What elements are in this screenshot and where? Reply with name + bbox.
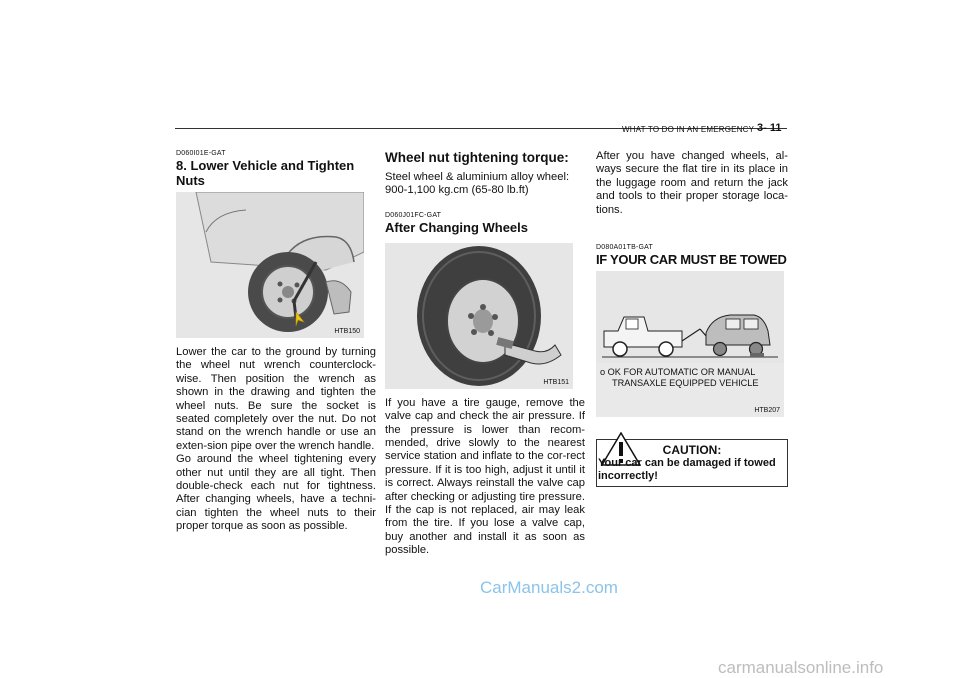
figure-code: HTB207	[754, 407, 780, 415]
figure-code: HTB150	[334, 328, 360, 335]
figure-caption	[600, 367, 759, 389]
section-code: D060J01FC-GAT	[385, 211, 442, 219]
body-text: If you have a tire gauge, remove the valve cap and check the air pressure. If the pressure is lower than recom-mended, drive slowly to the nearest service station and inflate to the cor-rect pressure. If it is too high, adjust it until it is correct. Always reinstall the valve cap after checking or adjusting tire pressure. If the cap is not replaced, air may leak from the tire. If you lose a valve cap, buy another and install it as soon as possible.	[385, 396, 585, 557]
section-heading: 8. Lower Vehicle and Tighten Nuts	[176, 158, 355, 188]
column-after-changing	[385, 150, 585, 558]
section-code: D060I01E-GAT	[176, 150, 226, 157]
figure-tire-gauge	[385, 243, 573, 389]
caution-title: CAUTION:	[662, 443, 722, 458]
section-code: D080A01TB-GAT	[596, 244, 653, 252]
column-lower-vehicle	[176, 150, 376, 534]
caution-body: Your car can be damaged if towed incorrectly!	[598, 457, 776, 483]
body-text-2: Go around the wheel tightening every other nut until they are all tight. Then double-check each nut for tightness. After changing wheels, have a techni-cian tighten the wheel nuts to their proper torque as soon as possible.	[176, 453, 376, 533]
intro-text: After you have changed wheels, al-ways secure the flat tire in its place in the luggage room and return the jack and tools to their proper storage loca-tions.	[596, 150, 788, 216]
page-number: 3- 11	[757, 122, 782, 134]
caution-box	[596, 439, 788, 487]
section-heading: After Changing Wheels	[385, 219, 529, 235]
figure-wheel-wrench	[176, 192, 364, 338]
body-text: Lower the car to the ground by turning the wheel nut wrench counterclock-wise. Then position the wrench as shown in the drawing and tighten the wheel nuts. Be sure the socket is seated completely over the nut. Do not stand on the wrench handle or use an exten-sion pipe over the wrench handle.	[176, 346, 376, 452]
torque-body: Steel wheel & aluminium alloy wheel: 900-1,100 kg.cm (65-80 lb.ft)	[385, 171, 570, 197]
figure-towing	[596, 271, 784, 417]
column-towing	[596, 150, 788, 487]
figure-caption-line-1: o OK FOR AUTOMATIC OR MANUAL	[600, 367, 756, 378]
tow-truck-illustration	[596, 271, 784, 363]
watermark-left: CarManuals2.com	[480, 578, 618, 597]
figure-caption-line-2: TRANSAXLE EQUIPPED VEHICLE	[612, 378, 759, 389]
watermark-right: carmanualsonline.info	[718, 658, 884, 677]
figure-code: HTB151	[543, 378, 569, 386]
torque-heading: Wheel nut tightening torque:	[385, 150, 569, 165]
section-heading: IF YOUR CAR MUST BE TOWED	[596, 252, 787, 268]
tire-gauge-illustration	[385, 243, 573, 389]
section-title: WHAT TO DO IN AN EMERGENCY	[622, 125, 755, 134]
wheel-wrench-illustration	[176, 192, 364, 338]
